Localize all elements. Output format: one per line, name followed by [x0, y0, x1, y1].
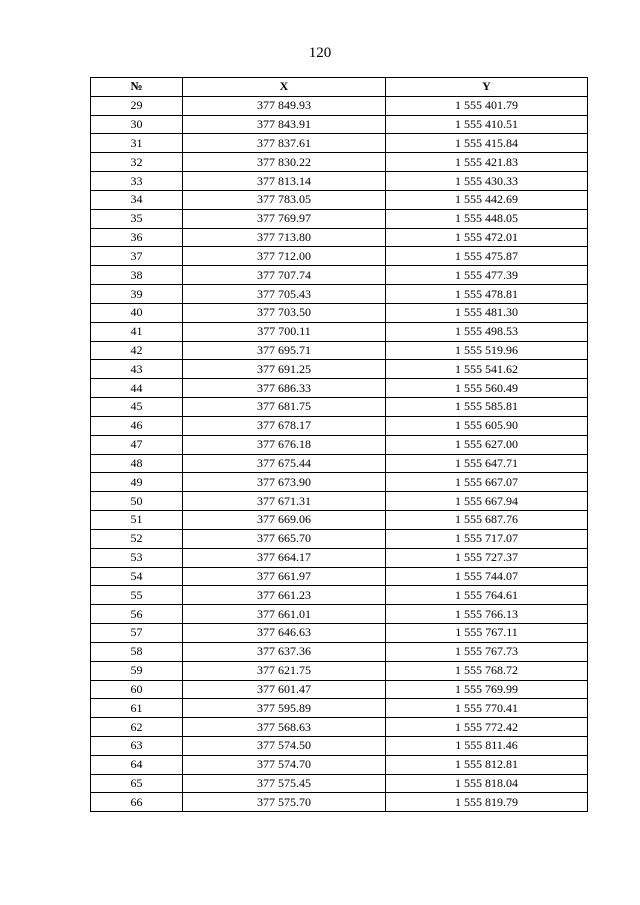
cell-x: 377 837.61 [183, 134, 386, 153]
table-row [91, 190, 588, 209]
table-row [91, 454, 588, 473]
header-y: Y [386, 78, 588, 97]
cell-y: 1 555 717.07 [386, 529, 588, 548]
cell-y: 1 555 766.13 [386, 605, 588, 624]
cell-y: 1 555 472.01 [386, 228, 588, 247]
coordinates-table [90, 77, 588, 812]
cell-y: 1 555 585.81 [386, 398, 588, 417]
table-row [91, 755, 588, 774]
table-row [91, 642, 588, 661]
cell-y: 1 555 410.51 [386, 115, 588, 134]
header-x: X [183, 78, 386, 97]
cell-x: 377 595.89 [183, 699, 386, 718]
cell-number: 30 [91, 115, 183, 134]
cell-x: 377 671.31 [183, 492, 386, 511]
cell-y: 1 555 498.53 [386, 322, 588, 341]
table-row [91, 285, 588, 304]
cell-number: 31 [91, 134, 183, 153]
cell-y: 1 555 421.83 [386, 153, 588, 172]
table-row [91, 699, 588, 718]
cell-x: 377 830.22 [183, 153, 386, 172]
cell-x: 377 673.90 [183, 473, 386, 492]
page-number: 120 [308, 45, 332, 61]
cell-number: 38 [91, 266, 183, 285]
cell-y: 1 555 687.76 [386, 511, 588, 530]
cell-number: 29 [91, 96, 183, 115]
cell-x: 377 849.93 [183, 96, 386, 115]
cell-y: 1 555 442.69 [386, 190, 588, 209]
cell-number: 54 [91, 567, 183, 586]
cell-number: 49 [91, 473, 183, 492]
cell-y: 1 555 560.49 [386, 379, 588, 398]
cell-x: 377 574.50 [183, 736, 386, 755]
cell-x: 377 661.23 [183, 586, 386, 605]
table-row [91, 680, 588, 699]
table-row [91, 605, 588, 624]
cell-x: 377 695.71 [183, 341, 386, 360]
cell-y: 1 555 481.30 [386, 303, 588, 322]
cell-number: 36 [91, 228, 183, 247]
cell-y: 1 555 818.04 [386, 774, 588, 793]
cell-y: 1 555 478.81 [386, 285, 588, 304]
table-row [91, 774, 588, 793]
table-row [91, 172, 588, 191]
cell-x: 377 676.18 [183, 435, 386, 454]
cell-number: 34 [91, 190, 183, 209]
table-row [91, 303, 588, 322]
cell-number: 43 [91, 360, 183, 379]
table-row [91, 398, 588, 417]
cell-x: 377 575.70 [183, 793, 386, 812]
cell-x: 377 681.75 [183, 398, 386, 417]
cell-y: 1 555 667.07 [386, 473, 588, 492]
cell-y: 1 555 401.79 [386, 96, 588, 115]
table-row [91, 473, 588, 492]
cell-number: 64 [91, 755, 183, 774]
cell-y: 1 555 448.05 [386, 209, 588, 228]
cell-number: 55 [91, 586, 183, 605]
cell-y: 1 555 811.46 [386, 736, 588, 755]
cell-x: 377 675.44 [183, 454, 386, 473]
cell-x: 377 691.25 [183, 360, 386, 379]
cell-y: 1 555 477.39 [386, 266, 588, 285]
cell-x: 377 661.97 [183, 567, 386, 586]
table-row [91, 567, 588, 586]
table-row [91, 322, 588, 341]
table-row [91, 718, 588, 737]
cell-number: 44 [91, 379, 183, 398]
cell-number: 59 [91, 661, 183, 680]
cell-y: 1 555 667.94 [386, 492, 588, 511]
table-row [91, 435, 588, 454]
cell-number: 56 [91, 605, 183, 624]
cell-number: 35 [91, 209, 183, 228]
table-row [91, 736, 588, 755]
cell-number: 51 [91, 511, 183, 530]
table-row [91, 266, 588, 285]
cell-x: 377 664.17 [183, 548, 386, 567]
cell-number: 37 [91, 247, 183, 266]
cell-number: 50 [91, 492, 183, 511]
cell-number: 53 [91, 548, 183, 567]
cell-y: 1 555 415.84 [386, 134, 588, 153]
cell-x: 377 574.70 [183, 755, 386, 774]
cell-number: 62 [91, 718, 183, 737]
cell-y: 1 555 541.62 [386, 360, 588, 379]
cell-x: 377 686.33 [183, 379, 386, 398]
table-body [91, 96, 588, 811]
cell-x: 377 713.80 [183, 228, 386, 247]
cell-number: 65 [91, 774, 183, 793]
table-row [91, 115, 588, 134]
cell-number: 32 [91, 153, 183, 172]
table-row [91, 228, 588, 247]
cell-number: 46 [91, 416, 183, 435]
cell-x: 377 601.47 [183, 680, 386, 699]
cell-x: 377 661.01 [183, 605, 386, 624]
table-row [91, 247, 588, 266]
cell-number: 41 [91, 322, 183, 341]
cell-x: 377 769.97 [183, 209, 386, 228]
cell-x: 377 783.05 [183, 190, 386, 209]
cell-y: 1 555 819.79 [386, 793, 588, 812]
table-row [91, 529, 588, 548]
cell-y: 1 555 727.37 [386, 548, 588, 567]
cell-number: 45 [91, 398, 183, 417]
cell-y: 1 555 812.81 [386, 755, 588, 774]
table-row [91, 416, 588, 435]
cell-y: 1 555 772.42 [386, 718, 588, 737]
table-row [91, 548, 588, 567]
cell-number: 47 [91, 435, 183, 454]
cell-y: 1 555 770.41 [386, 699, 588, 718]
table-row [91, 379, 588, 398]
cell-y: 1 555 767.73 [386, 642, 588, 661]
table-row [91, 793, 588, 812]
cell-x: 377 575.45 [183, 774, 386, 793]
cell-number: 57 [91, 624, 183, 643]
cell-number: 61 [91, 699, 183, 718]
cell-number: 66 [91, 793, 183, 812]
cell-x: 377 621.75 [183, 661, 386, 680]
cell-x: 377 665.70 [183, 529, 386, 548]
table-row [91, 134, 588, 153]
cell-y: 1 555 769.99 [386, 680, 588, 699]
cell-number: 48 [91, 454, 183, 473]
cell-number: 58 [91, 642, 183, 661]
cell-y: 1 555 605.90 [386, 416, 588, 435]
cell-y: 1 555 627.00 [386, 435, 588, 454]
table-row [91, 153, 588, 172]
cell-y: 1 555 764.61 [386, 586, 588, 605]
table-row [91, 624, 588, 643]
table-row [91, 360, 588, 379]
cell-x: 377 669.06 [183, 511, 386, 530]
table-row [91, 209, 588, 228]
header-number: № [91, 78, 183, 97]
table-row [91, 492, 588, 511]
table-row [91, 661, 588, 680]
cell-y: 1 555 519.96 [386, 341, 588, 360]
cell-x: 377 646.63 [183, 624, 386, 643]
cell-y: 1 555 430.33 [386, 172, 588, 191]
table-row [91, 511, 588, 530]
cell-x: 377 813.14 [183, 172, 386, 191]
cell-number: 40 [91, 303, 183, 322]
cell-x: 377 703.50 [183, 303, 386, 322]
cell-y: 1 555 767.11 [386, 624, 588, 643]
cell-number: 52 [91, 529, 183, 548]
table-header-row [91, 78, 588, 97]
table-row [91, 96, 588, 115]
cell-x: 377 843.91 [183, 115, 386, 134]
cell-number: 42 [91, 341, 183, 360]
cell-number: 39 [91, 285, 183, 304]
cell-y: 1 555 744.07 [386, 567, 588, 586]
cell-x: 377 705.43 [183, 285, 386, 304]
cell-y: 1 555 475.87 [386, 247, 588, 266]
cell-x: 377 700.11 [183, 322, 386, 341]
cell-y: 1 555 647.71 [386, 454, 588, 473]
cell-number: 60 [91, 680, 183, 699]
cell-x: 377 637.36 [183, 642, 386, 661]
cell-y: 1 555 768.72 [386, 661, 588, 680]
cell-number: 63 [91, 736, 183, 755]
table-row [91, 341, 588, 360]
cell-x: 377 712.00 [183, 247, 386, 266]
cell-x: 377 568.63 [183, 718, 386, 737]
cell-x: 377 678.17 [183, 416, 386, 435]
table-row [91, 586, 588, 605]
cell-number: 33 [91, 172, 183, 191]
cell-x: 377 707.74 [183, 266, 386, 285]
